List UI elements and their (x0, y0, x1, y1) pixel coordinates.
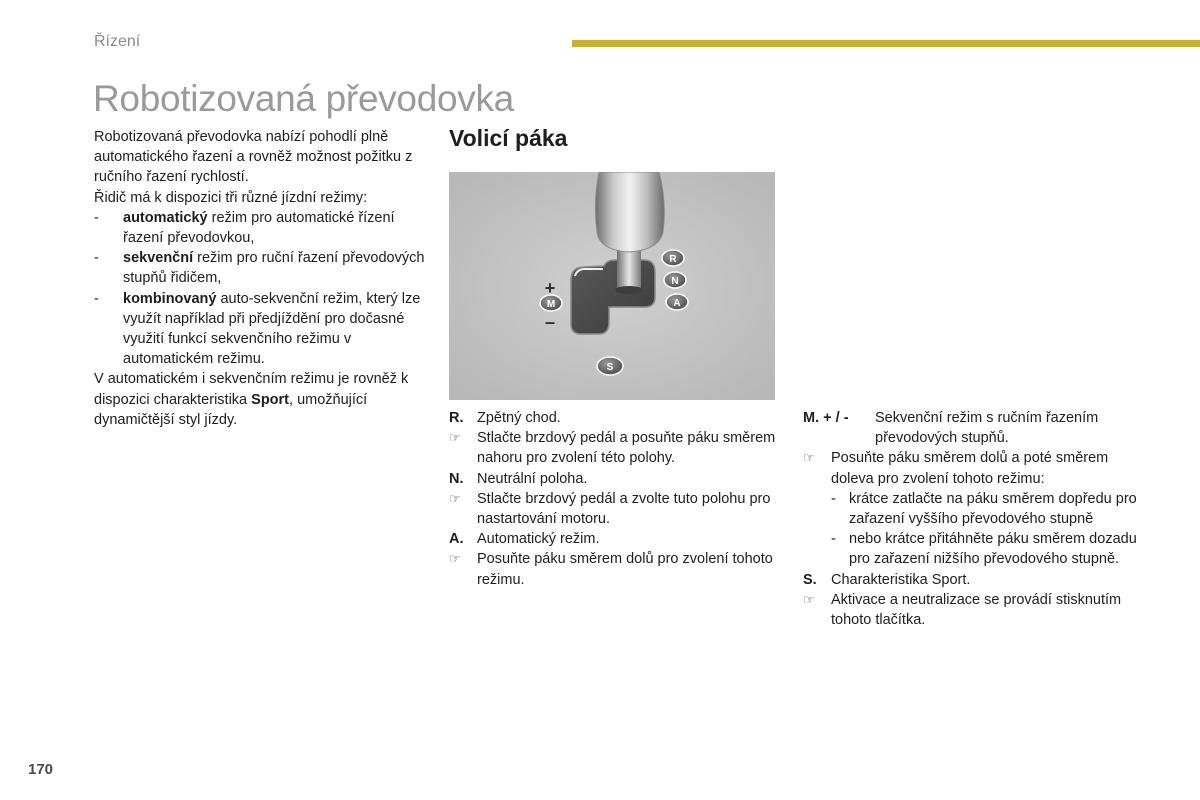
position-description: Neutrální poloha. (477, 470, 588, 487)
position-s-row (803, 570, 1153, 590)
sport-text-before: V automatickém i sekvenčním režimu je rovněž k dispozici charakteristika (94, 371, 409, 408)
position-n-step (449, 489, 789, 529)
lever-knob (595, 172, 664, 252)
position-description: Automatický režim. (477, 531, 600, 548)
page-title: Robotizovaná převodovka (93, 78, 514, 119)
key-label: N. (449, 470, 464, 487)
position-description: Charakteristika Sport. (831, 571, 971, 588)
dash-bullet: - (831, 531, 836, 548)
gear-lever-illustration (449, 172, 775, 400)
pointing-hand-icon: ☞ (803, 591, 815, 607)
position-n-row (449, 469, 789, 489)
position-r-icon (662, 250, 684, 266)
step-text: Stlačte brzdový pedál a posuňte páku směrem nahoru pro zvolení této polohy. (477, 430, 776, 467)
mode-item-sequential (94, 248, 429, 288)
intro-paragraph: Robotizovaná převodovka nabízí pohodlí plně automatického řazení a rovněž možnost požitku z ručního řazení rychlostí. (94, 129, 413, 186)
step-text: Posuňte páku směrem dolů pro zvolení tohoto režimu. (477, 551, 773, 588)
position-a-step (449, 549, 789, 589)
minus-icon: – (544, 312, 556, 332)
pointing-hand-icon: ☞ (803, 450, 815, 466)
plus-icon: + (544, 278, 556, 298)
position-n-label: N (671, 276, 679, 287)
mode-item-combined (94, 289, 429, 370)
position-m-label: M (546, 299, 556, 310)
upshift-instruction (803, 489, 1153, 529)
lever-heading: Volicí páka (449, 125, 568, 151)
mode-item-automatic (94, 208, 429, 248)
position-a-row (449, 529, 789, 549)
position-m-step (803, 448, 1153, 488)
header-accent-bar (572, 40, 1200, 47)
position-n-icon (664, 272, 686, 288)
position-description: Sekvenční režim s ručním řazením převodových stupňů. (875, 410, 1099, 447)
key-label: R. (449, 410, 464, 426)
positions-column (449, 408, 789, 590)
step-text: Stlačte brzdový pedál a zvolte tuto polohu pro nastartování motoru. (477, 490, 771, 528)
dash-bullet: - (831, 490, 836, 507)
mode-description: režim pro ruční řazení převodových stupňů řidičem, (123, 250, 425, 287)
section-title: Řízení (94, 33, 141, 50)
position-r-step (449, 428, 789, 468)
mode-description: auto-sekvenční režim, který lze využít například při předjíždění pro dočasné využití funkcí sekvenčního režimu v automatickém režimu. (123, 290, 421, 368)
page-number: 170 (28, 761, 54, 778)
position-m-row (803, 408, 1153, 448)
position-description: Zpětný chod. (477, 410, 561, 426)
key-label: M. + / - (803, 410, 849, 426)
mode-name: automatický (123, 209, 208, 226)
key-label: A. (449, 531, 464, 548)
dash-bullet: - (94, 250, 99, 267)
position-a-icon (666, 294, 688, 310)
lever-base (615, 286, 643, 294)
pointing-hand-icon: ☞ (449, 430, 461, 446)
intro-column (94, 127, 429, 430)
position-s-label: S (606, 362, 614, 373)
sport-text-after: , umožňující dynamičtější styl jízdy. (94, 391, 368, 428)
step-text: Aktivace a neutralizace se provádí stisknutím tohoto tlačítka. (831, 591, 1122, 629)
position-s-step (803, 590, 1153, 630)
key-label: S. (803, 571, 817, 588)
dash-bullet: - (94, 290, 99, 307)
downshift-instruction (803, 529, 1153, 569)
position-r-label: R (669, 254, 677, 265)
pointing-hand-icon: ☞ (449, 551, 461, 567)
sub-step-text: krátce zatlačte na páku směrem dopředu pro zařazení vyššího převodového stupně (849, 490, 1137, 528)
gear-lever-svg (449, 172, 775, 400)
sport-button-icon (597, 357, 623, 375)
position-a-label: A (673, 298, 681, 309)
pointing-hand-icon: ☞ (449, 490, 461, 506)
sport-paragraph (94, 369, 429, 430)
dash-bullet: - (94, 209, 99, 226)
sport-keyword: Sport (251, 391, 290, 408)
position-r-row (449, 408, 789, 428)
mode-name: kombinovaný (123, 290, 217, 307)
modes-intro: Řidič má k dispozici tři různé jízdní režimy: (94, 189, 368, 206)
sequential-column (803, 408, 1153, 630)
sub-step-text: nebo krátce přitáhněte páku směrem dozadu pro zařazení nižšího převodového stupně. (849, 531, 1137, 568)
mode-name: sekvenční (123, 250, 194, 267)
step-text: Posuňte páku směrem dolů a poté směrem doleva pro zvolení tohoto režimu: (831, 450, 1109, 487)
mode-description: režim pro automatické řízení řazení převodovkou, (123, 209, 395, 247)
